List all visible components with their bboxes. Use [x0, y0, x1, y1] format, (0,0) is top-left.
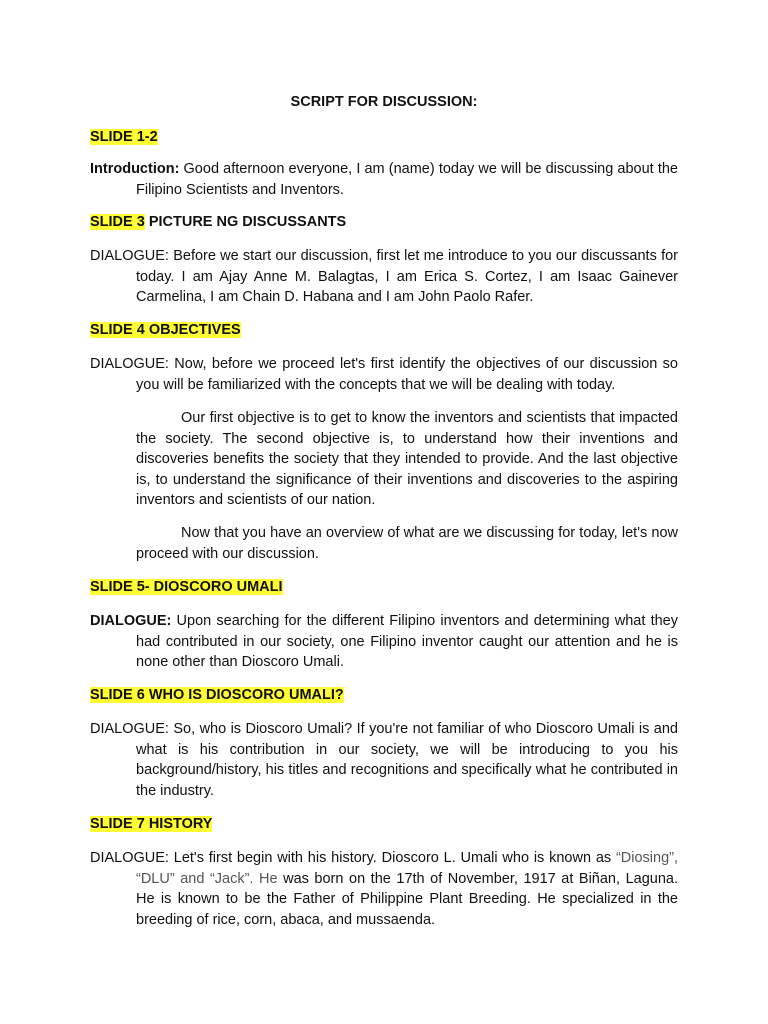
overview-text: Now that you have an overview of what are we discussing for today, let's now proceed with our discussion. [136, 525, 678, 562]
intro-text: Good afternoon everyone, I am (name) today we will be discussing about the Filipino Scientists and Inventors. [136, 161, 678, 198]
dialogue-text-continued: was born on the 17th of November, 1917 at Biñan, Laguna. He is known to be the Father of Philippine Plant Breeding. He specialized in the breeding of rice, corn, abaca, and mussaenda. [136, 870, 678, 928]
slide-7-heading [90, 814, 678, 835]
dialogue-label: DIALOGUE: [90, 356, 169, 372]
page-title: SCRIPT FOR DISCUSSION: [290, 94, 478, 110]
dialogue-text: Let's first begin with his history. Dioscoro L. Umali who is known as [168, 850, 616, 866]
dialogue-text: Now, before we proceed let's first identify the objectives of our discussion so you will be familiarized with the concepts that we will be dealing with today. [136, 356, 678, 393]
dialogue-label: DIALOGUE: [90, 850, 169, 866]
intro-label: Introduction: [90, 161, 180, 177]
dialogue-label: DIALOGUE: [90, 721, 169, 737]
slide-6-heading [90, 685, 678, 706]
slide-3-heading [90, 212, 678, 233]
dialogue-label: DIALOGUE: [90, 248, 169, 264]
dialogue-text: Before we start our discussion, first let me introduce to you our discussants for today. I am Ajay Anne M. Balagtas, I am Erica S. Cortez, I am Isaac Gainever Carmelina, I am Chain D. Habana and I am John Paolo Rafer. [136, 248, 678, 305]
dialogue-text: Upon searching for the different Filipino inventors and determining what they had contributed in our society, one Filipino inventor caught our attention and he is none other than Dioscoro Umali. [136, 613, 678, 670]
slide-label: SLIDE 4 OBJECTIVES [90, 322, 241, 338]
slide-title: PICTURE NG DISCUSSANTS [144, 214, 347, 230]
slide-5-dialogue [90, 611, 678, 673]
slide-5-heading [90, 577, 678, 598]
slide-label: SLIDE 5- DIOSCORO UMALI [90, 579, 283, 595]
nickname-text: “Diosing”, “DLU” and “Jack”. He [136, 850, 678, 887]
dialogue-label: DIALOGUE: [90, 613, 172, 629]
slide-4-objectives-paragraph [90, 408, 678, 511]
slide-4-dialogue [90, 354, 678, 395]
slide-label: SLIDE 1-2 [90, 129, 158, 145]
objectives-text: Our first objective is to get to know the inventors and scientists that impacted the society. The second objective is, to understand how their inventions and discoveries benefits the society that they intended to provide. And the last objective is, to understand the significance of their inventions and discoveries to the aspiring inventors and scientists of our nation. [136, 410, 678, 508]
dialogue-text: So, who is Dioscoro Umali? If you're not familiar of who Dioscoro Umali is and what is his contribution in our society, we will be introducing to you his background/history, his titles and recognitions and specifically what he contributed in the industry. [136, 721, 678, 799]
slide-3-dialogue [90, 246, 678, 308]
slide-6-dialogue [90, 719, 678, 801]
slide-label: SLIDE 7 HISTORY [90, 816, 213, 832]
slide-label: SLIDE 3 [90, 214, 145, 230]
slide-label: SLIDE 6 WHO IS DIOSCORO UMALI? [90, 687, 344, 703]
slide-4-overview-paragraph [90, 523, 678, 564]
slide-1-2-heading [90, 127, 678, 148]
slide-7-dialogue [90, 848, 678, 930]
introduction-paragraph [90, 159, 678, 200]
slide-4-heading [90, 320, 678, 341]
